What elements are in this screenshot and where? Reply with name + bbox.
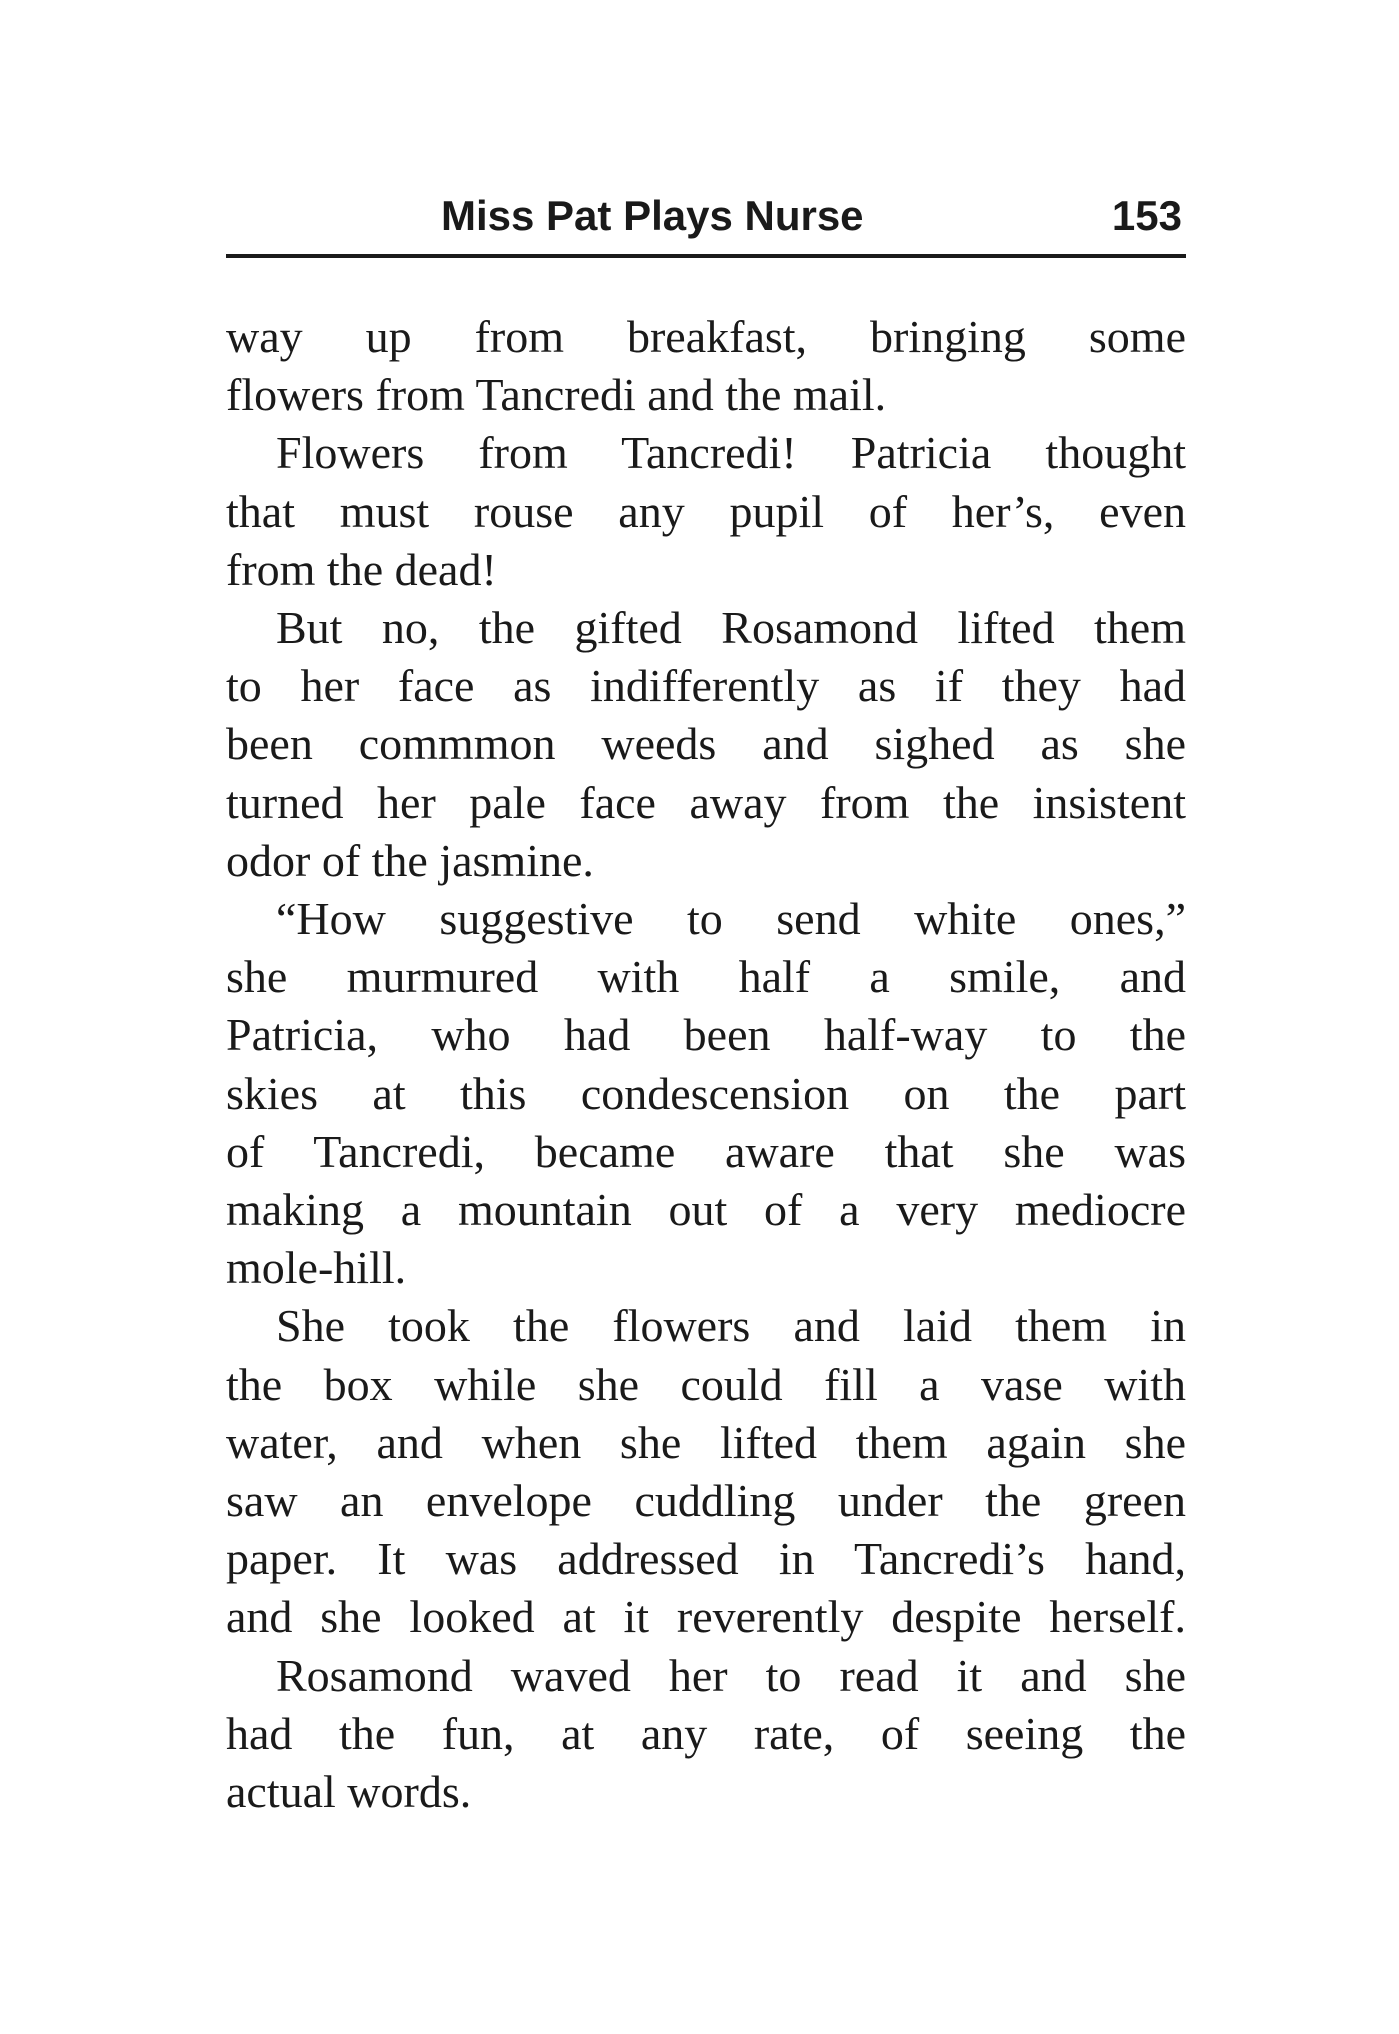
header-rule	[226, 254, 1186, 258]
text-line: Rosamond waved her to read it and she	[276, 1649, 1186, 1701]
text-line: Flowers from Tancredi! Patricia thought	[276, 427, 1186, 479]
text-line: to her face as indifferently as if they had	[226, 660, 1186, 712]
paragraph	[226, 1647, 1186, 1822]
text-line: water, and when she lifted them again she	[226, 1416, 1186, 1468]
text-line: skies at this condescension on the part	[226, 1067, 1186, 1119]
text-line: the box while she could fill a vase with	[226, 1358, 1186, 1410]
text-line: and she looked at it reverently despite herself.	[226, 1591, 1186, 1643]
text-line: saw an envelope cuddling under the green	[226, 1475, 1186, 1527]
body-text	[226, 308, 1186, 1821]
text-line: odor of the jasmine.	[226, 834, 594, 886]
text-line: But no, the gifted Rosamond lifted them	[276, 602, 1186, 654]
text-line: paper. It was addressed in Tancredi’s hand,	[226, 1533, 1186, 1585]
paragraph	[226, 890, 1186, 1297]
running-head	[226, 186, 1186, 246]
paragraph	[226, 599, 1186, 890]
text-line: turned her pale face away from the insistent	[226, 776, 1186, 828]
page-number: 153	[1111, 192, 1182, 239]
text-line: “How suggestive to send white ones,”	[276, 893, 1186, 945]
paragraph	[226, 308, 1186, 424]
text-line: of Tancredi, became aware that she was	[226, 1125, 1186, 1177]
text-line: making a mountain out of a very mediocre	[226, 1184, 1186, 1236]
text-line: way up from breakfast, bringing some	[226, 311, 1186, 362]
paragraph	[226, 424, 1186, 599]
text-line: had the fun, at any rate, of seeing the	[226, 1707, 1186, 1759]
text-line: She took the flowers and laid them in	[276, 1300, 1186, 1352]
text-line: flowers from Tancredi and the mail.	[226, 369, 887, 421]
running-title: Miss Pat Plays Nurse	[441, 192, 864, 239]
text-line: that must rouse any pupil of her’s, even	[226, 485, 1186, 537]
text-line: she murmured with half a smile, and	[226, 951, 1186, 1003]
text-line: been commmon weeds and sighed as she	[226, 718, 1186, 770]
text-line: from the dead!	[226, 543, 497, 595]
text-line: Patricia, who had been half-way to the	[226, 1009, 1186, 1061]
text-line: actual words.	[226, 1766, 472, 1818]
paragraph	[226, 1297, 1186, 1646]
text-line: mole-hill.	[226, 1242, 407, 1294]
